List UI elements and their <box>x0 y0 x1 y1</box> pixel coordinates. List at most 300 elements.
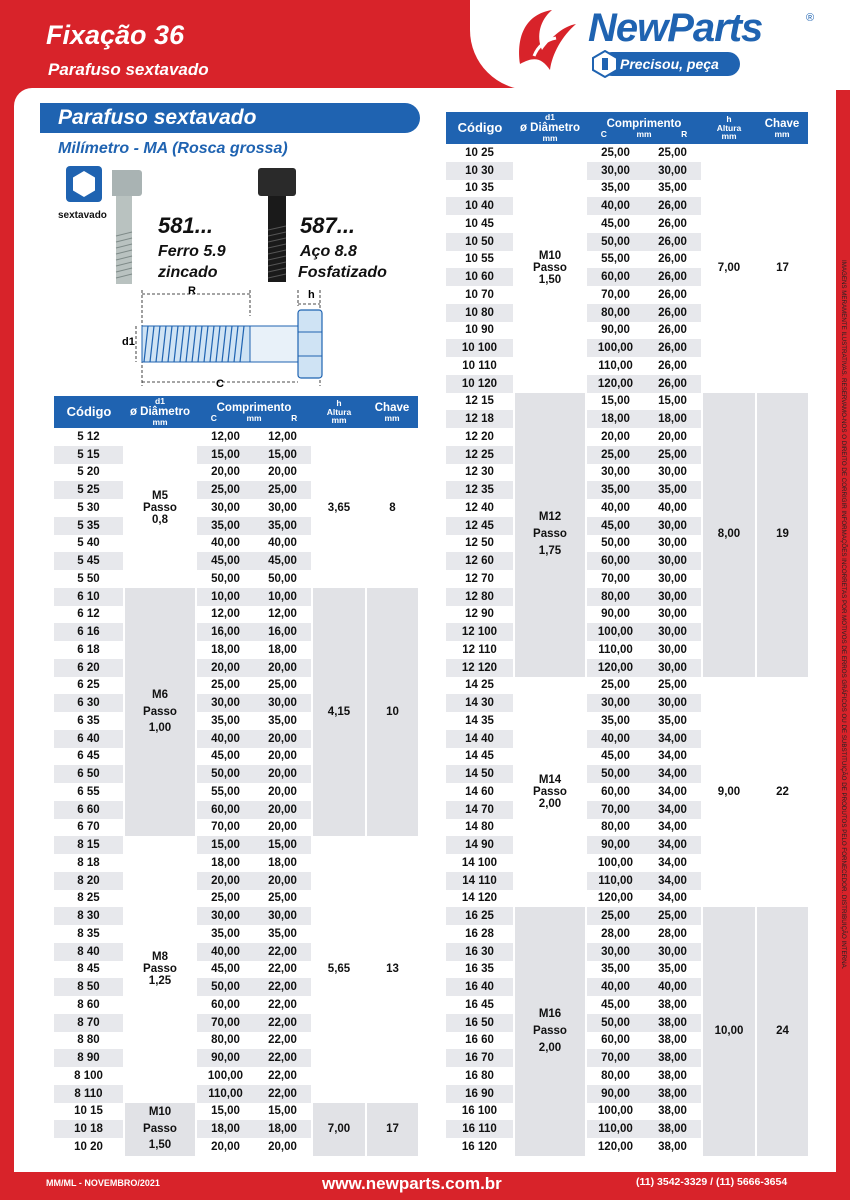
thread-size: M16 <box>538 1008 562 1021</box>
codigo-cell: 5 35 <box>54 517 124 535</box>
thread-passo-label: Passo <box>143 501 177 514</box>
length-c-cell: 20,00 <box>196 1138 254 1156</box>
header-comprimento-sub <box>196 414 312 423</box>
length-c-cell: 15,00 <box>196 836 254 854</box>
codigo-cell: 8 30 <box>54 907 124 925</box>
header-comprimento-label: Comprimento <box>216 401 292 414</box>
dimension-r-label: R <box>188 285 196 297</box>
thread-group-cell <box>514 144 586 393</box>
codigo-cell: 14 25 <box>446 677 514 695</box>
length-c-cell: 30,00 <box>586 943 644 961</box>
codigo-cell: 16 80 <box>446 1067 514 1085</box>
wrench-size-cell: 17 <box>366 1103 418 1156</box>
length-c-cell: 18,00 <box>196 854 254 872</box>
wrench-size-cell: 22 <box>776 785 789 798</box>
codigo-cell: 8 50 <box>54 978 124 996</box>
bolt-icon <box>592 50 618 78</box>
length-r-cell: 34,00 <box>644 890 702 908</box>
length-r-cell: 20,00 <box>254 801 312 819</box>
thread-passo-label: Passo <box>533 528 567 541</box>
length-r-cell: 26,00 <box>644 339 702 357</box>
thread-group-cell <box>124 588 196 837</box>
length-r-cell: 22,00 <box>254 996 312 1014</box>
length-c-cell: 110,00 <box>196 1085 254 1103</box>
length-r-cell: 34,00 <box>644 854 702 872</box>
codigo-cell: 10 25 <box>446 144 514 162</box>
header-comprimento-label: Comprimento <box>606 117 682 130</box>
codigo-cell: 16 50 <box>446 1014 514 1032</box>
codigo-cell: 16 60 <box>446 1032 514 1050</box>
thread-pitch: 0,8 <box>152 513 168 526</box>
codigo-cell: 6 16 <box>54 623 124 641</box>
length-c-cell: 25,00 <box>586 446 644 464</box>
length-r-cell: 25,00 <box>254 890 312 908</box>
length-c-cell: 45,00 <box>586 748 644 766</box>
newparts-logo-icon <box>512 6 580 74</box>
length-c-cell: 100,00 <box>586 854 644 872</box>
length-c-cell: 45,00 <box>586 517 644 535</box>
codigo-cell: 10 120 <box>446 375 514 393</box>
length-r-cell: 30,00 <box>644 641 702 659</box>
length-c-cell: 30,00 <box>586 162 644 180</box>
length-c-cell: 35,00 <box>586 481 644 499</box>
length-c-cell: 110,00 <box>586 357 644 375</box>
length-r-cell: 38,00 <box>644 1067 702 1085</box>
codigo-cell: 6 30 <box>54 694 124 712</box>
length-c-cell: 16,00 <box>196 623 254 641</box>
length-r-cell: 25,00 <box>254 481 312 499</box>
header-row <box>446 112 808 144</box>
length-r-cell: 26,00 <box>644 215 702 233</box>
length-c-cell: 40,00 <box>196 943 254 961</box>
length-c-cell: 12,00 <box>196 428 254 446</box>
codigo-cell: 6 70 <box>54 819 124 837</box>
length-c-cell: 45,00 <box>196 552 254 570</box>
codigo-cell: 14 80 <box>446 819 514 837</box>
codigo-cell: 10 80 <box>446 304 514 322</box>
length-c-cell: 25,00 <box>196 481 254 499</box>
length-c-cell: 55,00 <box>196 783 254 801</box>
length-c-cell: 90,00 <box>586 606 644 624</box>
length-r-cell: 20,00 <box>254 730 312 748</box>
length-c-cell: 100,00 <box>196 1067 254 1085</box>
codigo-cell: 6 60 <box>54 801 124 819</box>
length-c-cell: 60,00 <box>586 783 644 801</box>
length-c-cell: 40,00 <box>196 730 254 748</box>
thread-pitch: 1,50 <box>148 1139 172 1152</box>
length-c-cell: 110,00 <box>586 872 644 890</box>
length-r-cell: 40,00 <box>644 499 702 517</box>
length-c-cell: 50,00 <box>586 1014 644 1032</box>
product-material-zinc: Ferro 5.9 <box>158 243 226 260</box>
table-row <box>446 907 808 925</box>
codigo-cell: 12 15 <box>446 393 514 411</box>
length-c-cell: 90,00 <box>196 1049 254 1067</box>
thread-passo-label: Passo <box>533 785 567 798</box>
thread-passo-label: Passo <box>533 262 567 275</box>
footer-website-link[interactable]: www.newparts.com.br <box>322 1174 502 1193</box>
length-c-cell: 120,00 <box>586 890 644 908</box>
wrench-size-cell: 24 <box>756 907 808 1156</box>
length-c-cell: 20,00 <box>196 659 254 677</box>
header-diameter-label: ø Diâmetro <box>129 405 191 418</box>
length-r-cell: 20,00 <box>644 428 702 446</box>
thread-size: M10 <box>538 250 562 263</box>
codigo-cell: 12 45 <box>446 517 514 535</box>
codigo-cell: 10 70 <box>446 286 514 304</box>
codigo-cell: 16 30 <box>446 943 514 961</box>
length-c-cell: 60,00 <box>586 268 644 286</box>
length-r-cell: 30,00 <box>644 517 702 535</box>
table-header <box>54 396 418 428</box>
length-c-cell: 18,00 <box>586 410 644 428</box>
header-codigo: Código <box>54 396 124 428</box>
thread-pitch: 1,75 <box>538 544 562 557</box>
length-c-cell: 12,00 <box>196 606 254 624</box>
header-h: h <box>726 113 732 124</box>
head-height-cell: 10,00 <box>702 907 756 1156</box>
header-comprimento-unit: mm <box>636 128 652 139</box>
header-altura <box>702 112 756 144</box>
length-r-cell: 30,00 <box>644 535 702 553</box>
length-c-cell: 45,00 <box>196 748 254 766</box>
length-r-cell: 18,00 <box>254 641 312 659</box>
codigo-cell: 6 25 <box>54 677 124 695</box>
length-c-cell: 20,00 <box>586 428 644 446</box>
length-r-cell: 50,00 <box>254 570 312 588</box>
length-c-cell: 80,00 <box>586 1067 644 1085</box>
length-r-cell: 20,00 <box>254 765 312 783</box>
hexagon-icon <box>66 166 102 202</box>
codigo-cell: 16 28 <box>446 925 514 943</box>
length-c-cell: 10,00 <box>196 588 254 606</box>
length-c-cell: 28,00 <box>586 925 644 943</box>
thread-passo-label: Passo <box>143 705 177 718</box>
length-c-cell: 60,00 <box>586 1032 644 1050</box>
length-c-cell: 35,00 <box>586 961 644 979</box>
codigo-cell: 10 40 <box>446 197 514 215</box>
length-r-cell: 15,00 <box>254 1103 312 1121</box>
length-c-cell: 80,00 <box>586 304 644 322</box>
table-row <box>54 1103 418 1121</box>
codigo-cell: 6 45 <box>54 748 124 766</box>
thread-group-cell <box>124 836 196 1102</box>
length-c-cell: 90,00 <box>586 836 644 854</box>
codigo-cell: 10 50 <box>446 233 514 251</box>
codigo-cell: 5 50 <box>54 570 124 588</box>
length-c-cell: 45,00 <box>586 215 644 233</box>
spec-table-right <box>446 112 808 1156</box>
length-r-cell: 25,00 <box>254 677 312 695</box>
codigo-cell: 10 100 <box>446 339 514 357</box>
codigo-cell: 6 50 <box>54 765 124 783</box>
head-height-cell: 7,00 <box>312 1103 366 1156</box>
length-r-cell: 34,00 <box>644 819 702 837</box>
length-c-cell: 30,00 <box>196 694 254 712</box>
codigo-cell: 5 20 <box>54 464 124 482</box>
thread-passo-label: Passo <box>533 1025 567 1038</box>
header-r: R <box>681 128 688 139</box>
length-r-cell: 25,00 <box>644 446 702 464</box>
header-chave <box>756 112 808 144</box>
length-r-cell: 20,00 <box>254 872 312 890</box>
length-c-cell: 20,00 <box>196 464 254 482</box>
product-code-zinc: 581... <box>158 213 214 238</box>
header-comprimento <box>196 396 312 428</box>
codigo-cell: 12 20 <box>446 428 514 446</box>
length-c-cell: 70,00 <box>586 801 644 819</box>
length-r-cell: 30,00 <box>644 588 702 606</box>
length-r-cell: 20,00 <box>254 819 312 837</box>
thread-size: M10 <box>148 1106 172 1119</box>
length-c-cell: 50,00 <box>586 535 644 553</box>
codigo-cell: 10 55 <box>446 251 514 269</box>
codigo-cell: 12 100 <box>446 623 514 641</box>
table-body <box>54 428 418 1156</box>
length-r-cell: 30,00 <box>644 570 702 588</box>
length-c-cell: 80,00 <box>196 1032 254 1050</box>
codigo-cell: 12 70 <box>446 570 514 588</box>
length-r-cell: 35,00 <box>644 481 702 499</box>
length-r-cell: 15,00 <box>254 446 312 464</box>
length-c-cell: 80,00 <box>586 819 644 837</box>
table-row <box>446 393 808 411</box>
product-code-steel: 587... <box>300 213 356 238</box>
zinc-bolt-image <box>112 170 142 284</box>
length-r-cell: 34,00 <box>644 836 702 854</box>
length-r-cell: 15,00 <box>644 393 702 411</box>
codigo-cell: 12 110 <box>446 641 514 659</box>
length-c-cell: 50,00 <box>196 978 254 996</box>
length-c-cell: 70,00 <box>196 1014 254 1032</box>
thread-size: M8 <box>152 951 168 964</box>
codigo-cell: 8 100 <box>54 1067 124 1085</box>
length-r-cell: 38,00 <box>644 1120 702 1138</box>
length-r-cell: 26,00 <box>644 357 702 375</box>
length-r-cell: 35,00 <box>254 925 312 943</box>
length-c-cell: 70,00 <box>586 570 644 588</box>
codigo-cell: 14 50 <box>446 765 514 783</box>
product-finish-steel: Fosfatizado <box>298 264 387 281</box>
section-title: Parafuso sextavado <box>40 103 420 133</box>
length-r-cell: 26,00 <box>644 304 702 322</box>
page-subtitle: Parafuso sextavado <box>48 60 209 79</box>
length-r-cell: 45,00 <box>254 552 312 570</box>
codigo-cell: 16 35 <box>446 961 514 979</box>
length-c-cell: 50,00 <box>196 570 254 588</box>
length-r-cell: 22,00 <box>254 943 312 961</box>
codigo-cell: 6 10 <box>54 588 124 606</box>
length-r-cell: 38,00 <box>644 1103 702 1121</box>
header-comprimento-unit: mm <box>246 412 262 423</box>
length-c-cell: 110,00 <box>586 1120 644 1138</box>
header-altura-unit: mm <box>331 415 347 426</box>
section-subtitle: Milímetro - MA (Rosca grossa) <box>58 140 288 157</box>
length-c-cell: 35,00 <box>196 925 254 943</box>
codigo-cell: 10 20 <box>54 1138 124 1156</box>
table-row <box>54 588 418 606</box>
length-r-cell: 26,00 <box>644 197 702 215</box>
codigo-cell: 14 110 <box>446 872 514 890</box>
codigo-cell: 14 90 <box>446 836 514 854</box>
length-c-cell: 70,00 <box>586 286 644 304</box>
codigo-cell: 10 30 <box>446 162 514 180</box>
length-c-cell: 120,00 <box>586 659 644 677</box>
codigo-cell: 5 30 <box>54 499 124 517</box>
brand-name: NewParts <box>588 6 763 50</box>
codigo-cell: 6 55 <box>54 783 124 801</box>
codigo-cell: 16 110 <box>446 1120 514 1138</box>
codigo-cell: 14 70 <box>446 801 514 819</box>
codigo-cell: 10 18 <box>54 1120 124 1138</box>
length-c-cell: 100,00 <box>586 623 644 641</box>
dimension-c-label: C <box>216 378 224 390</box>
codigo-cell: 6 12 <box>54 606 124 624</box>
length-c-cell: 35,00 <box>586 180 644 198</box>
length-r-cell: 30,00 <box>644 943 702 961</box>
codigo-cell: 10 15 <box>54 1103 124 1121</box>
length-c-cell: 25,00 <box>196 890 254 908</box>
length-r-cell: 40,00 <box>254 535 312 553</box>
length-c-cell: 100,00 <box>586 1103 644 1121</box>
length-r-cell: 38,00 <box>644 1014 702 1032</box>
length-c-cell: 45,00 <box>196 961 254 979</box>
head-height-cell: 8,00 <box>702 393 756 677</box>
header-chave-label: Chave <box>374 401 410 414</box>
thread-pitch: 1,25 <box>148 975 172 988</box>
head-height-cell: 3,65 <box>312 428 366 588</box>
thread-group-cell <box>514 393 586 677</box>
head-height-cell: 4,15 <box>312 588 366 837</box>
dimension-d1-label: d1 <box>122 336 135 348</box>
length-r-cell: 15,00 <box>254 836 312 854</box>
footer-edition: MM/ML - NOVEMBRO/2021 <box>46 1178 160 1188</box>
length-c-cell: 90,00 <box>586 322 644 340</box>
length-r-cell: 18,00 <box>644 410 702 428</box>
wrench-size-cell: 17 <box>776 262 789 275</box>
length-r-cell: 38,00 <box>644 1085 702 1103</box>
codigo-cell: 8 70 <box>54 1014 124 1032</box>
codigo-cell: 12 40 <box>446 499 514 517</box>
header-diameter-unit: mm <box>152 417 168 428</box>
thread-group-cell <box>124 428 196 588</box>
length-r-cell: 20,00 <box>254 748 312 766</box>
length-c-cell: 90,00 <box>586 1085 644 1103</box>
length-c-cell: 15,00 <box>196 1103 254 1121</box>
codigo-cell: 8 45 <box>54 961 124 979</box>
header-altura-label: Altura <box>326 406 352 417</box>
table-row <box>54 836 418 854</box>
thread-pitch: 2,00 <box>538 797 562 810</box>
table-body <box>446 144 808 1156</box>
header-codigo: Código <box>446 112 514 144</box>
codigo-cell: 5 15 <box>54 446 124 464</box>
length-c-cell: 40,00 <box>586 730 644 748</box>
thread-size: M5 <box>152 489 168 502</box>
length-r-cell: 35,00 <box>644 180 702 198</box>
codigo-cell: 14 45 <box>446 748 514 766</box>
length-r-cell: 34,00 <box>644 783 702 801</box>
length-r-cell: 12,00 <box>254 428 312 446</box>
length-r-cell: 38,00 <box>644 1138 702 1156</box>
header-c: C <box>210 412 217 423</box>
codigo-cell: 8 80 <box>54 1032 124 1050</box>
codigo-cell: 12 30 <box>446 464 514 482</box>
codigo-cell: 10 90 <box>446 322 514 340</box>
header-d1: d1 <box>155 396 165 407</box>
header-altura-label: Altura <box>716 122 742 133</box>
codigo-cell: 12 18 <box>446 410 514 428</box>
black-bolt-image <box>258 168 296 282</box>
thread-passo-label: Passo <box>143 1122 177 1135</box>
length-r-cell: 12,00 <box>254 606 312 624</box>
thread-size: M14 <box>538 773 562 786</box>
codigo-cell: 8 60 <box>54 996 124 1014</box>
codigo-cell: 16 120 <box>446 1138 514 1156</box>
head-height-cell: 7,00 <box>702 144 756 393</box>
length-c-cell: 50,00 <box>586 765 644 783</box>
header-d1: d1 <box>545 112 555 123</box>
length-c-cell: 50,00 <box>196 765 254 783</box>
header-altura-unit: mm <box>721 131 737 142</box>
header-row <box>54 396 418 428</box>
footer-phone: (11) 3542-3329 / (11) 5666-3654 <box>636 1176 788 1188</box>
length-r-cell: 30,00 <box>644 552 702 570</box>
codigo-cell: 10 35 <box>446 180 514 198</box>
hex-head-label: sextavado <box>58 210 107 221</box>
length-c-cell: 15,00 <box>586 393 644 411</box>
length-r-cell: 35,00 <box>254 712 312 730</box>
length-r-cell: 22,00 <box>254 1049 312 1067</box>
dimension-h-label: h <box>308 289 315 301</box>
length-r-cell: 26,00 <box>644 375 702 393</box>
length-r-cell: 30,00 <box>254 907 312 925</box>
thread-pitch: 1,50 <box>538 274 562 287</box>
codigo-cell: 8 35 <box>54 925 124 943</box>
codigo-cell: 6 18 <box>54 641 124 659</box>
length-c-cell: 35,00 <box>196 712 254 730</box>
page-title: Fixação 36 <box>46 20 185 50</box>
length-r-cell: 30,00 <box>644 659 702 677</box>
length-r-cell: 34,00 <box>644 730 702 748</box>
header-chave-unit: mm <box>774 128 790 139</box>
length-r-cell: 20,00 <box>254 464 312 482</box>
length-c-cell: 18,00 <box>196 641 254 659</box>
length-c-cell: 100,00 <box>586 339 644 357</box>
length-c-cell: 60,00 <box>196 801 254 819</box>
length-r-cell: 22,00 <box>254 1067 312 1085</box>
codigo-cell: 6 20 <box>54 659 124 677</box>
length-r-cell: 22,00 <box>254 1014 312 1032</box>
wrench-size-cell: 8 <box>389 501 396 514</box>
codigo-cell: 10 110 <box>446 357 514 375</box>
table-row <box>54 428 418 446</box>
codigo-cell: 6 40 <box>54 730 124 748</box>
wrench-size-cell: 13 <box>386 963 399 976</box>
length-c-cell: 70,00 <box>586 1049 644 1067</box>
length-c-cell: 40,00 <box>196 535 254 553</box>
codigo-cell: 8 20 <box>54 872 124 890</box>
length-r-cell: 10,00 <box>254 588 312 606</box>
length-r-cell: 26,00 <box>644 233 702 251</box>
length-r-cell: 30,00 <box>254 694 312 712</box>
length-c-cell: 70,00 <box>196 819 254 837</box>
thread-size: M6 <box>152 688 168 701</box>
slogan-text: Precisou, peça <box>620 56 719 72</box>
length-c-cell: 40,00 <box>586 978 644 996</box>
head-height-cell: 9,00 <box>702 677 756 908</box>
length-r-cell: 22,00 <box>254 1032 312 1050</box>
